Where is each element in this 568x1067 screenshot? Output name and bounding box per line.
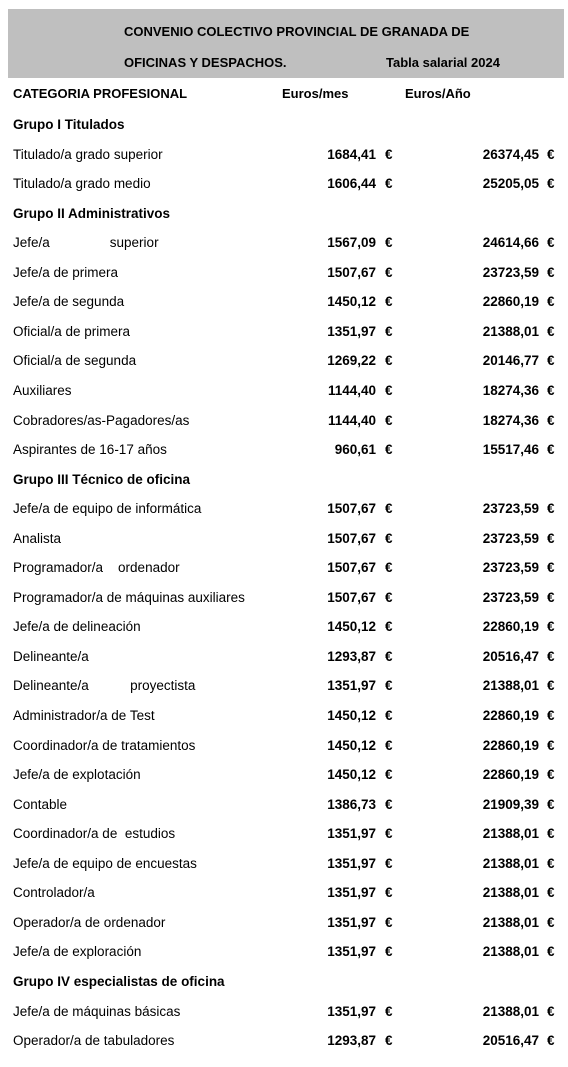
group-heading-row bbox=[0, 472, 568, 492]
yearly-amount: 21388,01 bbox=[482, 944, 539, 960]
category-label: Operador/a de ordenador bbox=[13, 914, 166, 930]
yearly-currency: € bbox=[547, 530, 555, 546]
category-label: Auxiliares bbox=[13, 382, 72, 398]
category-label: Jefe/a de delineación bbox=[13, 619, 141, 635]
yearly-amount: 23723,59 bbox=[482, 264, 539, 280]
monthly-amount: 1351,97 bbox=[327, 885, 376, 901]
yearly-currency: € bbox=[547, 501, 555, 517]
yearly-currency: € bbox=[547, 678, 555, 694]
yearly-amount: 23723,59 bbox=[482, 530, 539, 546]
table-row bbox=[0, 531, 568, 551]
group-heading-row bbox=[0, 117, 568, 137]
yearly-currency: € bbox=[547, 944, 555, 960]
monthly-amount: 1144,40 bbox=[327, 412, 376, 428]
yearly-amount: 21909,39 bbox=[482, 796, 539, 812]
monthly-amount: 1144,40 bbox=[327, 382, 376, 398]
yearly-amount: 22860,19 bbox=[482, 619, 539, 635]
yearly-amount: 20146,77 bbox=[482, 353, 539, 369]
monthly-currency: € bbox=[385, 855, 393, 871]
monthly-currency: € bbox=[385, 914, 393, 930]
monthly-currency: € bbox=[385, 530, 393, 546]
yearly-amount: 22860,19 bbox=[482, 294, 539, 310]
table-row bbox=[0, 1033, 568, 1053]
yearly-currency: € bbox=[547, 914, 555, 930]
monthly-currency: € bbox=[385, 885, 393, 901]
monthly-amount: 1351,97 bbox=[327, 944, 376, 960]
yearly-currency: € bbox=[547, 382, 555, 398]
yearly-amount: 21388,01 bbox=[482, 678, 539, 694]
table-row bbox=[0, 324, 568, 344]
yearly-currency: € bbox=[547, 767, 555, 783]
table-row bbox=[0, 442, 568, 462]
monthly-currency: € bbox=[385, 264, 393, 280]
monthly-amount: 1450,12 bbox=[327, 767, 376, 783]
category-label: Aspirantes de 16-17 años bbox=[13, 442, 167, 458]
yearly-amount: 21388,01 bbox=[482, 1003, 539, 1019]
monthly-amount: 1507,67 bbox=[327, 530, 376, 546]
yearly-amount: 21388,01 bbox=[482, 855, 539, 871]
column-header-monthly: Euros/mes bbox=[282, 86, 349, 101]
table-row bbox=[0, 1004, 568, 1024]
category-label: Jefe/a de explotación bbox=[13, 767, 141, 783]
group-heading-row bbox=[0, 206, 568, 226]
yearly-currency: € bbox=[547, 235, 555, 251]
monthly-amount: 1450,12 bbox=[327, 737, 376, 753]
yearly-currency: € bbox=[547, 323, 555, 339]
table-row bbox=[0, 560, 568, 580]
table-row bbox=[0, 826, 568, 846]
category-label: Coordinador/a de estudios bbox=[13, 826, 176, 842]
category-label: Jefe/a de equipo de encuestas bbox=[13, 855, 197, 871]
table-row bbox=[0, 501, 568, 521]
table-row bbox=[0, 413, 568, 433]
yearly-amount: 21388,01 bbox=[482, 914, 539, 930]
monthly-currency: € bbox=[385, 353, 393, 369]
category-label: Jefe/a de máquinas básicas bbox=[13, 1003, 181, 1019]
monthly-amount: 1507,67 bbox=[327, 264, 376, 280]
category-label: Administrador/a de Test bbox=[13, 708, 155, 723]
yearly-currency: € bbox=[547, 412, 555, 428]
yearly-amount: 21388,01 bbox=[482, 826, 539, 842]
category-label: Controlador/a bbox=[13, 885, 95, 901]
yearly-currency: € bbox=[547, 264, 555, 280]
table-row bbox=[0, 383, 568, 403]
monthly-amount: 1293,87 bbox=[327, 648, 376, 664]
table-row bbox=[0, 265, 568, 285]
yearly-currency: € bbox=[547, 560, 555, 576]
yearly-currency: € bbox=[547, 826, 555, 842]
monthly-amount: 1507,67 bbox=[327, 560, 376, 576]
table-row bbox=[0, 147, 568, 167]
yearly-currency: € bbox=[547, 294, 555, 310]
monthly-amount: 1507,67 bbox=[327, 501, 376, 517]
table-row bbox=[0, 649, 568, 669]
table-header-banner bbox=[8, 9, 564, 78]
category-label: Cobradores/as-Pagadores/as bbox=[13, 412, 190, 428]
category-label: Programador/a de máquinas auxiliares bbox=[13, 589, 245, 605]
monthly-currency: € bbox=[385, 323, 393, 339]
monthly-amount: 1351,97 bbox=[327, 1003, 376, 1019]
monthly-currency: € bbox=[385, 501, 393, 517]
table-row bbox=[0, 708, 568, 728]
monthly-currency: € bbox=[385, 146, 393, 162]
yearly-currency: € bbox=[547, 648, 555, 664]
yearly-amount: 25205,05 bbox=[482, 176, 539, 192]
column-header-category: CATEGORIA PROFESIONAL bbox=[13, 86, 188, 101]
table-row bbox=[0, 294, 568, 314]
table-row bbox=[0, 767, 568, 787]
yearly-amount: 22860,19 bbox=[482, 767, 539, 783]
table-row bbox=[0, 619, 568, 639]
monthly-amount: 1684,41 bbox=[327, 146, 376, 162]
category-label: Jefe/a de exploración bbox=[13, 944, 142, 960]
monthly-amount: 1351,97 bbox=[327, 914, 376, 930]
table-row bbox=[0, 590, 568, 610]
yearly-currency: € bbox=[547, 589, 555, 605]
monthly-currency: € bbox=[385, 382, 393, 398]
monthly-amount: 1269,22 bbox=[327, 353, 376, 369]
group-heading-row bbox=[0, 974, 568, 994]
yearly-currency: € bbox=[547, 708, 555, 723]
category-label: Jefe/a de primera bbox=[13, 264, 119, 280]
yearly-amount: 26374,45 bbox=[482, 146, 539, 162]
group-title: Grupo I Titulados bbox=[13, 117, 125, 132]
yearly-currency: € bbox=[547, 176, 555, 192]
table-row bbox=[0, 176, 568, 196]
monthly-currency: € bbox=[385, 176, 393, 192]
group-title: Grupo III Técnico de oficina bbox=[13, 471, 191, 487]
yearly-currency: € bbox=[547, 885, 555, 901]
category-label: Analista bbox=[13, 530, 62, 546]
yearly-amount: 22860,19 bbox=[482, 708, 539, 723]
monthly-amount: 1386,73 bbox=[327, 796, 376, 812]
monthly-currency: € bbox=[385, 708, 393, 723]
monthly-currency: € bbox=[385, 737, 393, 753]
monthly-amount: 1351,97 bbox=[327, 678, 376, 694]
category-label: Jefe/a superior bbox=[13, 235, 159, 251]
table-row bbox=[0, 944, 568, 964]
monthly-currency: € bbox=[385, 294, 393, 310]
category-label: Titulado/a grado medio bbox=[13, 176, 151, 192]
yearly-amount: 22860,19 bbox=[482, 737, 539, 753]
yearly-currency: € bbox=[547, 1033, 555, 1049]
group-title: Grupo IV especialistas de oficina bbox=[13, 973, 225, 989]
yearly-currency: € bbox=[547, 855, 555, 871]
table-row bbox=[0, 797, 568, 817]
yearly-amount: 21388,01 bbox=[482, 885, 539, 901]
category-label: Jefe/a de segunda bbox=[13, 294, 125, 310]
monthly-amount: 1351,97 bbox=[327, 855, 376, 871]
monthly-amount: 1293,87 bbox=[327, 1033, 376, 1049]
monthly-amount: 1450,12 bbox=[327, 619, 376, 635]
table-row bbox=[0, 235, 568, 255]
document-title: CONVENIO COLECTIVO PROVINCIAL DE GRANADA DE bbox=[124, 24, 470, 39]
monthly-amount: 960,61 bbox=[334, 442, 376, 458]
yearly-amount: 20516,47 bbox=[482, 1033, 539, 1049]
category-label: Programador/a ordenador bbox=[13, 560, 180, 576]
yearly-amount: 18274,36 bbox=[482, 382, 539, 398]
category-label: Oficial/a de primera bbox=[13, 323, 131, 339]
category-label: Jefe/a de equipo de informática bbox=[13, 501, 202, 517]
yearly-currency: € bbox=[547, 353, 555, 369]
monthly-amount: 1351,97 bbox=[327, 826, 376, 842]
table-row bbox=[0, 738, 568, 758]
monthly-currency: € bbox=[385, 235, 393, 251]
monthly-currency: € bbox=[385, 826, 393, 842]
table-row bbox=[0, 915, 568, 935]
monthly-currency: € bbox=[385, 678, 393, 694]
document-subtitle: OFICINAS Y DESPACHOS. bbox=[124, 55, 287, 70]
table-row bbox=[0, 353, 568, 373]
yearly-amount: 21388,01 bbox=[482, 323, 539, 339]
monthly-currency: € bbox=[385, 589, 393, 605]
monthly-currency: € bbox=[385, 796, 393, 812]
category-label: Oficial/a de segunda bbox=[13, 353, 137, 369]
monthly-amount: 1351,97 bbox=[327, 323, 376, 339]
monthly-amount: 1567,09 bbox=[327, 235, 376, 251]
monthly-currency: € bbox=[385, 767, 393, 783]
table-row bbox=[0, 678, 568, 698]
category-label: Contable bbox=[13, 796, 68, 812]
yearly-amount: 15517,46 bbox=[482, 442, 539, 458]
monthly-amount: 1606,44 bbox=[327, 176, 376, 192]
monthly-amount: 1450,12 bbox=[327, 294, 376, 310]
category-label: Delineante/a bbox=[13, 648, 89, 664]
monthly-currency: € bbox=[385, 442, 393, 458]
category-label: Delineante/a proyectista bbox=[13, 678, 196, 694]
column-header-yearly: Euros/Año bbox=[405, 86, 471, 101]
group-title: Grupo II Administrativos bbox=[13, 205, 171, 221]
yearly-amount: 23723,59 bbox=[482, 589, 539, 605]
yearly-amount: 18274,36 bbox=[482, 412, 539, 428]
yearly-amount: 23723,59 bbox=[482, 501, 539, 517]
monthly-amount: 1507,67 bbox=[327, 589, 376, 605]
monthly-amount: 1450,12 bbox=[327, 708, 376, 723]
yearly-currency: € bbox=[547, 737, 555, 753]
monthly-currency: € bbox=[385, 1033, 393, 1049]
table-row bbox=[0, 856, 568, 876]
monthly-currency: € bbox=[385, 560, 393, 576]
yearly-amount: 20516,47 bbox=[482, 648, 539, 664]
yearly-currency: € bbox=[547, 1003, 555, 1019]
table-year-label: Tabla salarial 2024 bbox=[386, 55, 500, 70]
yearly-currency: € bbox=[547, 796, 555, 812]
monthly-currency: € bbox=[385, 1003, 393, 1019]
yearly-amount: 24614,66 bbox=[482, 235, 539, 251]
monthly-currency: € bbox=[385, 412, 393, 428]
category-label: Titulado/a grado superior bbox=[13, 146, 163, 162]
monthly-currency: € bbox=[385, 944, 393, 960]
table-row bbox=[0, 885, 568, 905]
yearly-amount: 23723,59 bbox=[482, 560, 539, 576]
category-label: Coordinador/a de tratamientos bbox=[13, 737, 196, 753]
yearly-currency: € bbox=[547, 442, 555, 458]
monthly-currency: € bbox=[385, 648, 393, 664]
category-label: Operador/a de tabuladores bbox=[13, 1033, 175, 1049]
yearly-currency: € bbox=[547, 619, 555, 635]
yearly-currency: € bbox=[547, 146, 555, 162]
monthly-currency: € bbox=[385, 619, 393, 635]
